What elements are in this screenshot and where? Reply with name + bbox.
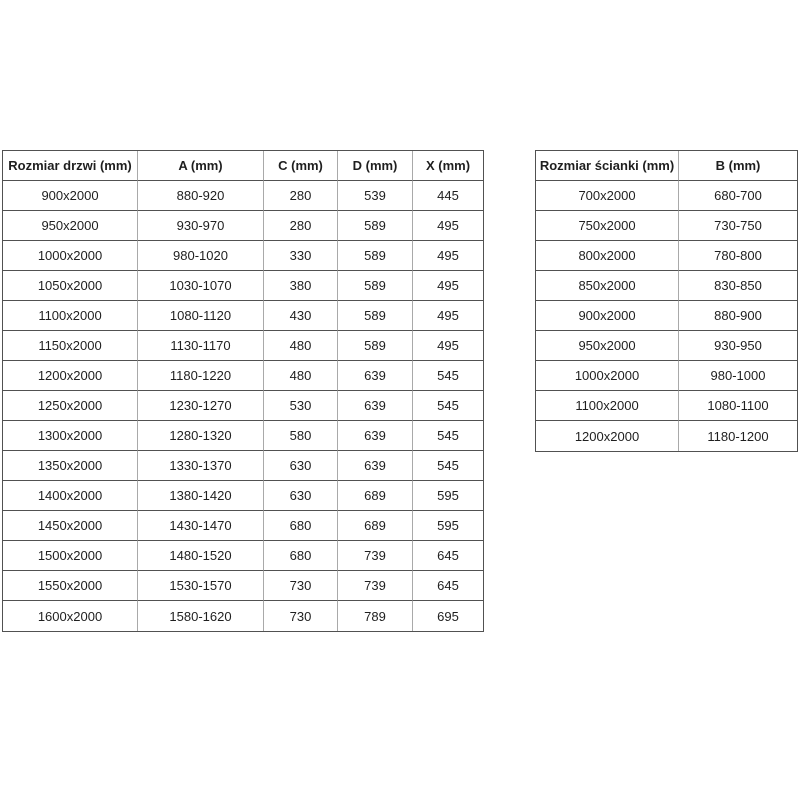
table-cell: 1130-1170 — [138, 331, 264, 361]
table-cell: 645 — [413, 571, 483, 601]
table-cell: 1280-1320 — [138, 421, 264, 451]
table-cell: 1080-1100 — [679, 391, 797, 421]
table-cell: 380 — [264, 271, 338, 301]
table-cell: 545 — [413, 451, 483, 481]
table-row — [536, 301, 797, 331]
table-cell: 1250x2000 — [3, 391, 138, 421]
table-cell: 739 — [338, 571, 413, 601]
table-cell: 1580-1620 — [138, 601, 264, 631]
table-cell: 800x2000 — [536, 241, 679, 271]
table-row — [3, 481, 483, 511]
table-cell: 1450x2000 — [3, 511, 138, 541]
table-cell: 1400x2000 — [3, 481, 138, 511]
table-cell: 680 — [264, 541, 338, 571]
table-cell: 850x2000 — [536, 271, 679, 301]
table-row — [3, 271, 483, 301]
table-row — [3, 421, 483, 451]
table-cell: 639 — [338, 451, 413, 481]
wall-panel-sizes-table-body — [536, 181, 797, 451]
table-cell: 495 — [413, 211, 483, 241]
table-cell: 539 — [338, 181, 413, 211]
column-header: D (mm) — [338, 151, 413, 181]
table-cell: 1180-1200 — [707, 428, 769, 444]
table-cell: 645 — [413, 541, 483, 571]
column-header: X (mm) — [413, 151, 483, 181]
table-cell: 480 — [264, 361, 338, 391]
table-cell: 1330-1370 — [138, 451, 264, 481]
table-cell: 900x2000 — [536, 301, 679, 331]
table-cell: 750x2000 — [536, 211, 679, 241]
table-cell: 589 — [338, 271, 413, 301]
table-cell: 639 — [338, 421, 413, 451]
column-header: Rozmiar ścianki (mm) — [536, 151, 679, 181]
table-cell: 595 — [413, 511, 483, 541]
table-cell: 1150x2000 — [3, 331, 138, 361]
table-cell: 980-1000 — [679, 361, 797, 391]
table-cell: 680 — [264, 511, 338, 541]
table-cell: 1050x2000 — [3, 271, 138, 301]
table-cell: 680-700 — [679, 181, 797, 211]
table-cell: 730-750 — [679, 211, 797, 241]
table-row — [3, 391, 483, 421]
table-cell: 280 — [264, 211, 338, 241]
table-cell: 430 — [264, 301, 338, 331]
table-cell: 1350x2000 — [3, 451, 138, 481]
table-cell: 595 — [413, 481, 483, 511]
table-cell: 780-800 — [679, 241, 797, 271]
table-row — [3, 511, 483, 541]
wall-panel-sizes-table-header — [536, 151, 797, 181]
door-sizes-table-header — [3, 151, 483, 181]
table-cell: 445 — [413, 181, 483, 211]
table-cell: 1600x2000 — [3, 601, 138, 631]
table-row — [536, 391, 797, 421]
table-cell: 1480-1520 — [138, 541, 264, 571]
column-header: A (mm) — [138, 151, 264, 181]
table-row — [3, 301, 483, 331]
table-row — [3, 211, 483, 241]
table-cell: 980-1020 — [138, 241, 264, 271]
table-cell: 1430-1470 — [138, 511, 264, 541]
table-cell: 589 — [338, 301, 413, 331]
table-cell: 730 — [264, 601, 338, 631]
table-cell: 1500x2000 — [3, 541, 138, 571]
table-cell: 830-850 — [679, 271, 797, 301]
table-cell: 930-950 — [679, 331, 797, 361]
table-cell: 545 — [413, 391, 483, 421]
table-cell: 1550x2000 — [3, 571, 138, 601]
table-cell: 580 — [264, 421, 338, 451]
table-cell: 630 — [264, 451, 338, 481]
table-cell: 689 — [338, 481, 413, 511]
table-cell: 280 — [264, 181, 338, 211]
table-cell: 1530-1570 — [138, 571, 264, 601]
column-header: C (mm) — [264, 151, 338, 181]
table-cell: 495 — [413, 241, 483, 271]
table-cell: 589 — [338, 241, 413, 271]
table-row — [3, 451, 483, 481]
table-cell: 739 — [338, 541, 413, 571]
table-cell: 695 — [437, 608, 459, 624]
table-cell: 700x2000 — [536, 181, 679, 211]
table-cell: 950x2000 — [536, 331, 679, 361]
table-row — [3, 601, 483, 631]
table-row — [3, 181, 483, 211]
table-row — [536, 241, 797, 271]
table-cell: 1200x2000 — [3, 361, 138, 391]
table-cell: 639 — [338, 391, 413, 421]
table-cell: 930-970 — [138, 211, 264, 241]
table-cell: 1380-1420 — [138, 481, 264, 511]
table-row — [536, 271, 797, 301]
table-cell: 480 — [264, 331, 338, 361]
table-cell: 1100x2000 — [536, 391, 679, 421]
table-cell: 1180-1220 — [138, 361, 264, 391]
table-cell: 950x2000 — [3, 211, 138, 241]
header-row — [536, 151, 797, 181]
table-cell: 545 — [413, 361, 483, 391]
table-cell: 689 — [338, 511, 413, 541]
door-sizes-table-body — [3, 181, 483, 631]
table-row — [3, 331, 483, 361]
table-cell: 495 — [413, 301, 483, 331]
table-row — [3, 361, 483, 391]
table-cell: 495 — [413, 271, 483, 301]
table-cell: 495 — [413, 331, 483, 361]
wall-panel-sizes-table — [535, 150, 798, 452]
table-row — [536, 361, 797, 391]
column-header: Rozmiar drzwi (mm) — [3, 151, 138, 181]
table-row — [3, 571, 483, 601]
table-cell: 1230-1270 — [138, 391, 264, 421]
table-cell: 589 — [338, 211, 413, 241]
table-cell: 330 — [264, 241, 338, 271]
table-cell: 530 — [264, 391, 338, 421]
table-cell: 880-900 — [679, 301, 797, 331]
table-cell: 1000x2000 — [3, 241, 138, 271]
column-header: B (mm) — [679, 151, 797, 181]
table-cell: 730 — [264, 571, 338, 601]
table-row — [536, 331, 797, 361]
table-cell: 1030-1070 — [138, 271, 264, 301]
table-cell: 789 — [338, 601, 413, 631]
table-cell: 639 — [338, 361, 413, 391]
table-cell: 630 — [264, 481, 338, 511]
table-cell: 1300x2000 — [3, 421, 138, 451]
table-cell: 1000x2000 — [536, 361, 679, 391]
table-cell: 1100x2000 — [3, 301, 138, 331]
table-cell: 545 — [413, 421, 483, 451]
table-cell: 880-920 — [138, 181, 264, 211]
table-cell: 1200x2000 — [536, 421, 679, 451]
table-cell: 1080-1120 — [138, 301, 264, 331]
table-cell: 589 — [338, 331, 413, 361]
table-row — [3, 541, 483, 571]
header-row — [3, 151, 483, 181]
table-row — [536, 211, 797, 241]
door-sizes-table — [2, 150, 484, 632]
table-row — [536, 421, 797, 451]
table-cell: 900x2000 — [3, 181, 138, 211]
table-row — [536, 181, 797, 211]
table-row — [3, 241, 483, 271]
